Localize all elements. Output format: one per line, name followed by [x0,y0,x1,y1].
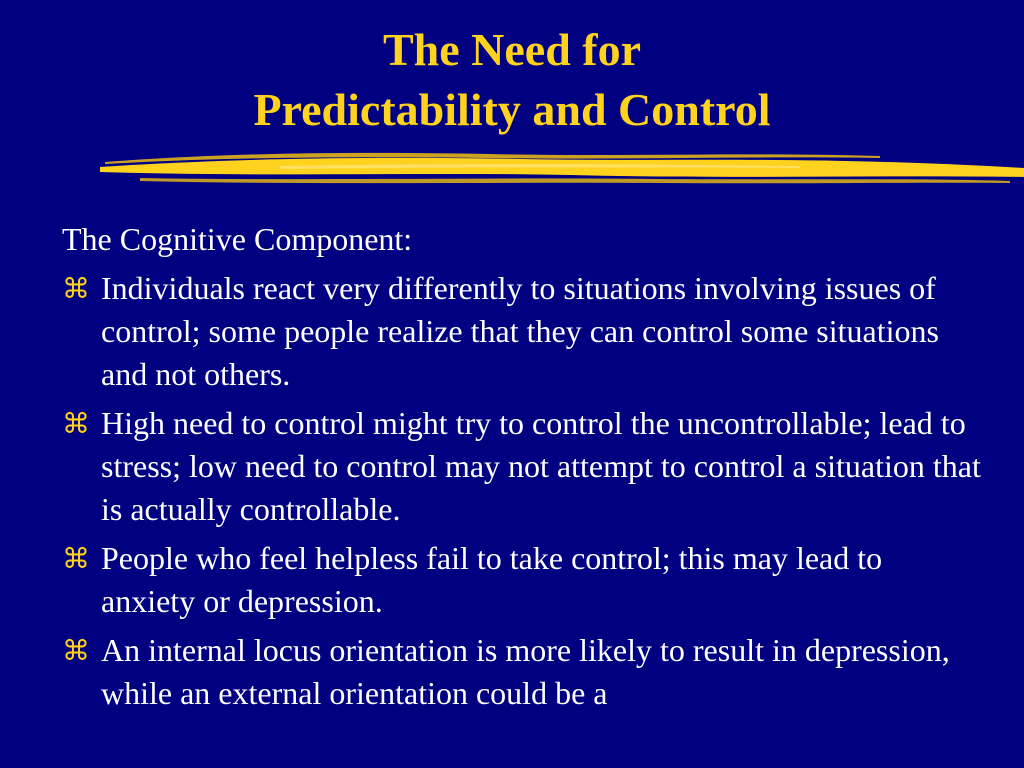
bullet-item [62,402,982,531]
brush-stroke-divider [100,148,1024,188]
bullet-item [62,629,982,715]
brush-stroke-main [100,158,1024,177]
command-key-icon: ⌘ [62,542,90,575]
bullet-item [62,537,982,623]
brush-stroke-fringe-bottom [140,178,1010,183]
command-key-icon: ⌘ [62,407,90,440]
bullet-text: Individuals react very differently to situations involving issues of control; some people realize that they can control some situations and not others. [101,270,939,392]
bullet-item [62,267,982,396]
slide-title [0,20,1024,140]
bullet-list [62,267,982,715]
section-heading: The Cognitive Component: [62,221,413,257]
slide-body [62,218,982,721]
command-key-icon: ⌘ [62,272,90,305]
slide-title-line-1: The Need for [382,24,642,75]
bullet-text: High need to control might try to control the uncontrollable; lead to stress; low need to control may not attempt to control a situation that is actually controllable. [101,405,981,527]
bullet-text: An internal locus orientation is more likely to result in depression, while an external orientation could be a [101,632,950,711]
bullet-text: People who feel helpless fail to take control; this may lead to anxiety or depression. [101,540,883,619]
command-key-icon: ⌘ [62,634,90,667]
slide-title-line-2: Predictability and Control [253,84,771,135]
